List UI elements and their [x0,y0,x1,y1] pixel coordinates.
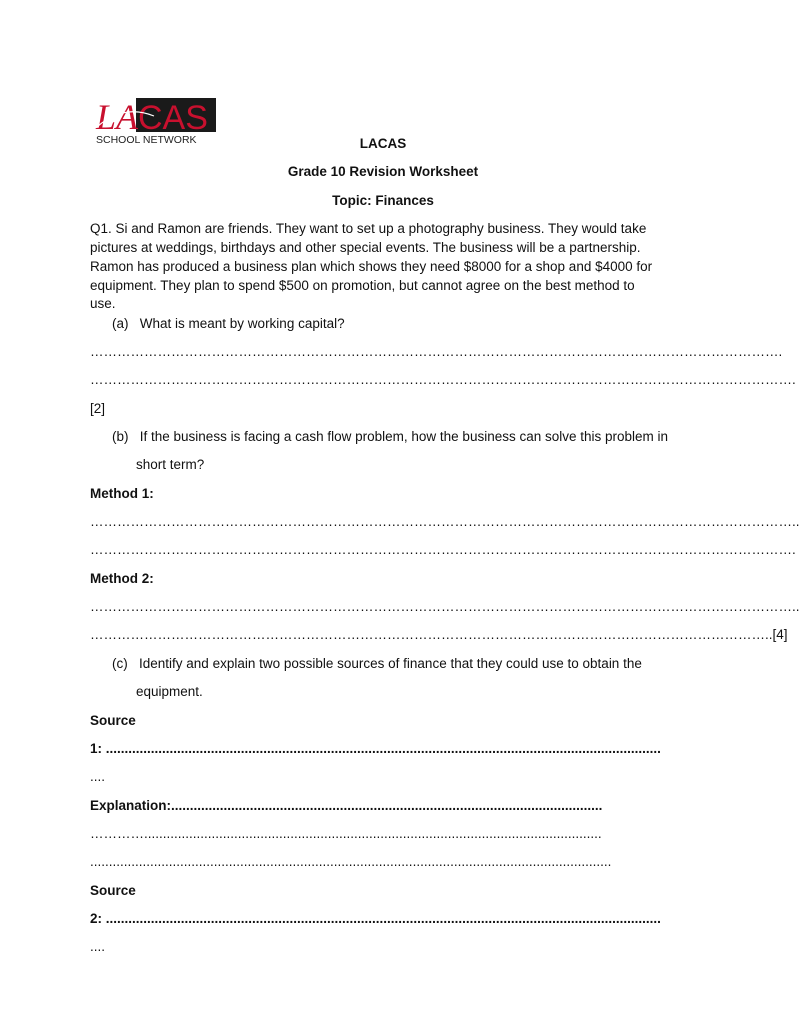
answer-a-line-2[interactable]: …………………………………………………………………………………………………………………………………………. [90,372,796,387]
q1-intro-line-4: equipment. They plan to spend $500 on promotion, but cannot agree on the best method to [90,278,635,293]
method-1-line-2[interactable]: …………………………………………………………………………………………………………………………………………. [90,542,796,557]
question-b [112,427,676,446]
method-2-line-2[interactable]: ……………………………………………………………………………………………………………………………………..[4] [90,627,788,642]
question-a [112,314,676,333]
source-2-label: Source [90,883,136,898]
question-b-label: (b) [112,429,129,444]
svg-text:CAS: CAS [138,99,208,137]
method-2-line-1[interactable]: ………………………………………………………………………………………………………………………………………….. [90,599,800,614]
explanation-line[interactable]: Explanation:................................................................................................................... [90,798,603,813]
question-c-text-1: Identify and explain two possible sources of finance that they could use to obtain the [139,656,642,671]
method-2-label: Method 2: [90,571,154,586]
question-b-text-1: If the business is facing a cash flow problem, how the business can solve this problem in [139,429,669,444]
question-a-text: What is meant by working capital? [139,316,345,331]
q1-intro-line-1: Q1. Si and Ramon are friends. They want to set up a photography business. They would take [90,221,647,236]
explanation-continuation-1[interactable]: ………….......................................................................................................................... [90,826,602,841]
q1-intro-line-5: use. [90,296,116,311]
source-2-continuation[interactable]: .... [90,939,106,954]
question-a-marks: [2] [90,401,106,416]
question-a-label: (a) [112,316,129,331]
method-1-label: Method 1: [90,486,154,501]
source-1-continuation[interactable]: .... [90,769,106,784]
source-2-line[interactable]: 2: .................................................................................................................................................... [90,911,661,926]
question-c [112,654,676,673]
question-c-label: (c) [112,656,128,671]
question-c-text-2: equipment. [136,684,203,699]
svg-text:SCHOOL NETWORK: SCHOOL NETWORK [96,134,197,146]
worksheet-title: Grade 10 Revision Worksheet [287,164,479,179]
school-name: LACAS [359,136,407,151]
q1-intro-line-2: pictures at weddings, birthdays and other special events. The business will be a partnership. [90,240,641,255]
svg-text:LA: LA [96,97,139,137]
source-1-line[interactable]: 1: .................................................................................................................................................... [90,741,661,756]
method-1-line-1[interactable]: ………………………………………………………………………………………………………………………………………….. [90,514,800,529]
topic-heading: Topic: Finances [332,193,434,208]
source-1-label: Source [90,713,136,728]
question-b-text-2: short term? [136,457,205,472]
answer-a-line-1[interactable]: ………………………………………………………………………………………………………………………………………. [90,344,783,359]
q1-intro-line-3: Ramon has produced a business plan which shows they need $8000 for a shop and $4000 for [90,259,653,274]
explanation-continuation-2[interactable]: ........................................................................................................................................... [90,854,612,869]
